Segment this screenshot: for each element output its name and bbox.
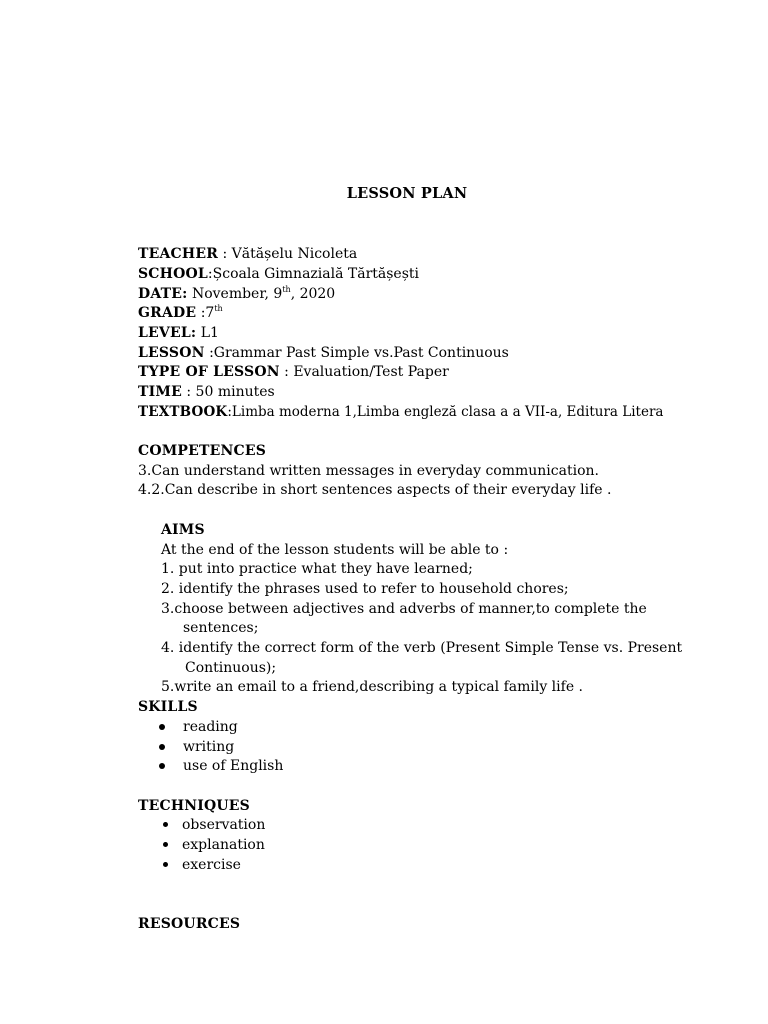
grade-superscript: th [214, 304, 223, 313]
techniques-heading: TECHNIQUES [138, 798, 250, 814]
time-line [138, 382, 275, 402]
page-title: LESSON PLAN [346, 185, 468, 202]
aim-item: 2. identify the phrases used to refer to household chores; [161, 581, 569, 597]
aim-item-continuation: sentences; [183, 620, 259, 636]
aim-item-continuation: Continuous); [185, 660, 277, 676]
lesson-type-label: TYPE OF LESSON [138, 364, 280, 380]
lesson-line [138, 343, 509, 363]
date-label: DATE: [138, 286, 188, 302]
level-value: L1 [196, 325, 219, 341]
time-label: TIME [138, 384, 182, 400]
textbook-line [138, 402, 663, 422]
skill-item: use of English [183, 758, 284, 774]
skill-item: reading [183, 719, 238, 735]
technique-item: exercise [182, 857, 241, 873]
bullet-icon [159, 763, 165, 769]
bullet-icon [159, 724, 165, 730]
bullet-icon [163, 822, 168, 827]
grade-label: GRADE [138, 305, 197, 321]
lesson-label: LESSON [138, 345, 205, 361]
skill-item: writing [183, 739, 235, 755]
competence-item: 3.Can understand written messages in everyday communication. [138, 463, 599, 479]
grade-line [138, 303, 223, 323]
aim-item: 1. put into practice what they have learned; [161, 561, 473, 577]
teacher-value: : Vătășelu Nicoleta [218, 246, 358, 262]
school-line [138, 264, 419, 284]
textbook-label: TEXTBOOK [138, 404, 228, 420]
time-value: : 50 minutes [181, 384, 275, 400]
date-year: , 2020 [290, 286, 336, 302]
lesson-value: :Grammar Past Simple vs.Past Continuous [204, 345, 509, 361]
bullet-icon [159, 744, 165, 750]
level-label: LEVEL: [138, 325, 197, 341]
skills-heading: SKILLS [138, 699, 198, 715]
competences-heading: COMPETENCES [138, 443, 267, 459]
date-value: November, 9 [187, 286, 283, 302]
lesson-type-value: : Evaluation/Test Paper [279, 364, 449, 380]
technique-item: explanation [182, 837, 265, 853]
textbook-value: :Limba moderna 1,Limba engleză clasa a a VII-a, Editura Litera [227, 404, 664, 420]
school-label: SCHOOL [138, 266, 208, 282]
aim-item: 3.choose between adjectives and adverbs of manner,to complete the [161, 601, 647, 617]
teacher-line [138, 244, 357, 264]
aims-heading: AIMS [161, 522, 205, 538]
date-superscript: th [282, 285, 291, 294]
lesson-type-line [138, 362, 449, 382]
bullet-icon [163, 842, 168, 847]
bullet-icon [163, 862, 168, 867]
grade-value: :7 [196, 305, 215, 321]
school-value: :Școala Gimnazială Tărtășești [207, 266, 420, 282]
aim-item: 4. identify the correct form of the verb (Present Simple Tense vs. Present [161, 640, 683, 656]
technique-item: observation [182, 817, 266, 833]
aims-intro: At the end of the lesson students will be able to : [161, 542, 509, 558]
level-line [138, 323, 219, 343]
aim-item: 5.write an email to a friend,describing a typical family life . [161, 679, 584, 695]
competence-item: 4.2.Can describe in short sentences aspects of their everyday life . [138, 482, 612, 498]
date-line [138, 284, 335, 304]
resources-heading: RESOURCES [138, 916, 241, 932]
teacher-label: TEACHER [138, 246, 219, 262]
